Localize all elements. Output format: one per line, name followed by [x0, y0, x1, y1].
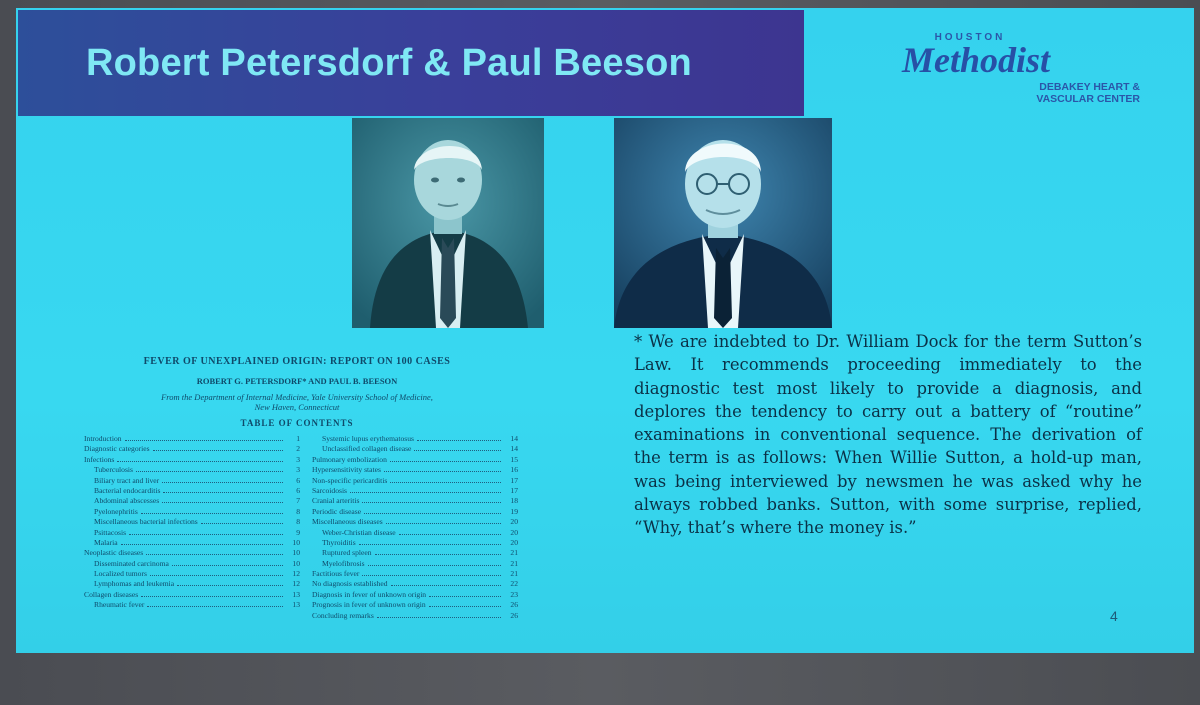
toc-entry: [84, 476, 300, 486]
toc-entry-leader: [399, 528, 501, 535]
toc-entry-page: 3: [296, 465, 300, 475]
toc-entry-page: 17: [510, 485, 518, 495]
toc-entry-leader: [390, 476, 501, 483]
toc-entry-page: 26: [510, 610, 518, 620]
toc-entry-label: Infections: [84, 454, 115, 464]
toc-entry-leader: [147, 600, 283, 607]
toc-entry-label: Myelofibrosis: [322, 558, 365, 568]
toc-entry-leader: [429, 600, 501, 607]
logo-subtitle: [1010, 81, 1140, 105]
toc-entry: [84, 569, 300, 579]
toc-entry-page: 9: [296, 527, 300, 537]
toc-entry-leader: [117, 455, 283, 462]
logo-subtitle-line1: DEBAKEY HEART &: [1039, 81, 1140, 93]
toc-entry-label: Abdominal abscesses: [94, 496, 160, 506]
title-bar: [18, 10, 804, 116]
toc-entry-label: Biliary tract and liver: [94, 475, 160, 485]
toc-entry-label: Bacterial endocarditis: [94, 485, 161, 495]
toc-entry-label: No diagnosis established: [312, 579, 388, 589]
toc-entry-label: Unclassified collagen disease: [322, 444, 412, 454]
toc-entry-page: 12: [292, 579, 300, 589]
toc-entry-leader: [359, 538, 501, 545]
toc-entry-label: Localized tumors: [94, 569, 147, 579]
toc-entry-label: Collagen diseases: [84, 589, 139, 599]
toc-entry-label: Hypersensitivity states: [312, 465, 381, 475]
toc-entry-label: Tuberculosis: [94, 465, 133, 475]
toc-entry: [312, 496, 518, 506]
portrait-beeson-image: [614, 118, 832, 328]
toc-heading: TABLE OF CONTENTS: [240, 418, 354, 428]
toc-entry: [84, 507, 300, 517]
toc-entry-label: Pulmonary embolization: [312, 454, 387, 464]
toc-entry-leader: [386, 517, 501, 524]
toc-entry-page: 10: [292, 548, 300, 558]
slide: [16, 8, 1194, 653]
toc-entry-label: Introduction: [84, 434, 122, 443]
toc-entry-leader: [162, 496, 283, 503]
toc-entry-leader: [163, 486, 283, 493]
toc-entry-leader: [150, 569, 283, 576]
toc-entry-page: 3: [296, 454, 300, 464]
toc-entry-label: Malaria: [94, 537, 118, 547]
toc-entry: [84, 517, 300, 527]
paper-affiliation: [74, 392, 520, 412]
toc-entry-leader: [414, 444, 501, 451]
toc-entry-leader: [429, 590, 501, 597]
toc-entry: [312, 569, 518, 579]
toc-entry: [84, 455, 300, 465]
toc-entry-label: Miscellaneous diseases: [312, 517, 383, 527]
toc-entry: [84, 528, 300, 538]
page-number: 4: [1110, 608, 1118, 624]
toc-entry-leader: [417, 434, 501, 441]
toc-entry-page: 2: [296, 444, 300, 454]
toc-entry: [84, 434, 300, 444]
toc-entry-label: Pyelonephritis: [94, 506, 138, 516]
toc-entry-page: 12: [292, 569, 300, 579]
toc-entry: [84, 486, 300, 496]
toc-entry-label: Ruptured spleen: [322, 548, 372, 558]
toc-entry: [312, 528, 518, 538]
toc-entry-label: Systemic lupus erythematosus: [322, 434, 414, 443]
toc-entry: [312, 611, 518, 621]
toc-entry-label: Concluding remarks: [312, 610, 374, 620]
toc-left-column: [84, 434, 300, 611]
toc-entry-leader: [362, 569, 501, 576]
toc-entry-leader: [384, 465, 501, 472]
toc-entry: [84, 579, 300, 589]
toc-entry-leader: [141, 507, 283, 514]
toc-entry-leader: [177, 579, 283, 586]
toc-entry-page: 26: [510, 600, 518, 610]
toc-entry: [84, 548, 300, 558]
slide-title: Robert Petersdorf & Paul Beeson: [86, 42, 692, 84]
toc-entry-page: 13: [292, 589, 300, 599]
logo-methodist-text: Methodist: [902, 40, 1051, 80]
toc-entry-label: Weber-Christian disease: [322, 527, 396, 537]
paper-affiliation-line2: New Haven, Connecticut: [254, 402, 340, 412]
portrait-beeson: [614, 118, 832, 328]
toc-entry: [312, 600, 518, 610]
toc-entry-leader: [364, 507, 501, 514]
toc-entry: [312, 559, 518, 569]
toc-entry: [84, 590, 300, 600]
toc-entry-label: Miscellaneous bacterial infections: [94, 517, 198, 527]
toc-entry: [312, 444, 518, 454]
toc-entry-page: 14: [510, 434, 518, 443]
toc-entry: [312, 434, 518, 444]
toc-entry-page: 20: [510, 517, 518, 527]
toc-entry-page: 23: [510, 589, 518, 599]
toc-entry-page: 6: [296, 485, 300, 495]
toc-entry-label: Disseminated carcinoma: [94, 558, 169, 568]
toc-entry-page: 8: [296, 517, 300, 527]
houston-methodist-logo: [900, 32, 1140, 112]
toc-entry: [312, 538, 518, 548]
toc-entry-label: Diagnosis in fever of unknown origin: [312, 589, 427, 599]
toc-entry-leader: [125, 434, 283, 441]
toc-entry-label: Prognosis in fever of unknown origin: [312, 600, 426, 610]
toc-entry-label: Psittacosis: [94, 527, 127, 537]
toc-entry-page: 15: [510, 454, 518, 464]
suttons-law-footnote: * We are indebted to Dr. William Dock for the term Sutton’s Law. It recommends proceeding immediately to the diagnostic test most likely to provide a diagnosis, and deplores the tendency to carry out a battery of “routine” examinations in conventional sequence. The derivation of the term is as follows: When Willie Sutton, a hold-up man, was being interviewed by newsmen he was asked why he always robbed banks. Sutton, with some surprise, replied, “Why, that’s where the money is.”: [634, 332, 1142, 538]
toc-entry-leader: [391, 579, 501, 586]
toc-entry-leader: [201, 517, 283, 524]
toc-entry-page: 8: [296, 506, 300, 516]
toc-entry-page: 10: [292, 537, 300, 547]
toc-entry: [84, 496, 300, 506]
toc-entry-leader: [162, 476, 283, 483]
toc-entry-leader: [146, 548, 283, 555]
toc-entry-page: 19: [510, 506, 518, 516]
toc-entry-label: Sarcoidosis: [312, 485, 348, 495]
toc-entry: [84, 600, 300, 610]
toc-entry-leader: [153, 444, 283, 451]
toc-entry-leader: [129, 528, 283, 535]
toc-entry-page: 21: [510, 558, 518, 568]
toc-entry-label: Neoplastic diseases: [84, 548, 144, 558]
toc-entry-leader: [136, 465, 283, 472]
toc-entry-leader: [375, 548, 501, 555]
toc-entry-label: Diagnostic categories: [84, 444, 150, 454]
portrait-petersdorf: [352, 118, 544, 328]
toc-entry-page: 1: [296, 434, 300, 443]
toc-entry-page: 14: [510, 444, 518, 454]
toc-entry-page: 21: [510, 569, 518, 579]
toc-entry: [312, 486, 518, 496]
toc-right-column: [312, 434, 518, 621]
toc-entry: [84, 559, 300, 569]
toc-entry-label: Non-specific pericarditis: [312, 475, 388, 485]
toc-entry-page: 21: [510, 548, 518, 558]
toc-entry-leader: [368, 559, 501, 566]
toc-entry: [312, 517, 518, 527]
toc-entry-leader: [141, 590, 283, 597]
paper-excerpt: [74, 348, 520, 638]
toc-entry: [312, 507, 518, 517]
toc-entry-label: Lymphomas and leukemia: [94, 579, 175, 589]
toc-entry: [312, 590, 518, 600]
toc-entry-page: 20: [510, 527, 518, 537]
toc-entry: [84, 444, 300, 454]
toc-entry-label: Cranial arteritis: [312, 496, 360, 506]
toc-entry-label: Thyroiditis: [322, 537, 356, 547]
toc-entry: [312, 579, 518, 589]
toc-entry-page: 10: [292, 558, 300, 568]
toc-entry-leader: [377, 611, 501, 618]
toc-entry: [312, 465, 518, 475]
toc-entry-page: 17: [510, 475, 518, 485]
toc-entry: [312, 548, 518, 558]
toc-entry-page: 7: [296, 496, 300, 506]
toc-entry-leader: [390, 455, 501, 462]
portrait-petersdorf-image: [352, 118, 544, 328]
paper-authors: ROBERT G. PETERSDORF* AND PAUL B. BEESON: [196, 376, 398, 386]
toc-entry: [84, 538, 300, 548]
logo-houston-text: HOUSTON: [934, 32, 1006, 43]
toc-entry-page: 20: [510, 537, 518, 547]
toc-entry-page: 16: [510, 465, 518, 475]
toc-entry-leader: [172, 559, 283, 566]
toc-entry-label: Factitious fever: [312, 569, 360, 579]
toc-entry-page: 22: [510, 579, 518, 589]
toc-entry: [84, 465, 300, 475]
toc-entry-leader: [350, 486, 501, 493]
toc-entry-leader: [121, 538, 283, 545]
toc-entry: [312, 455, 518, 465]
toc-entry-page: 18: [510, 496, 518, 506]
paper-affiliation-line1: From the Department of Internal Medicine, Yale University School of Medicine,: [161, 392, 433, 402]
paper-title: FEVER OF UNEXPLAINED ORIGIN: REPORT ON 100 CASES: [143, 356, 451, 367]
toc-entry-label: Rheumatic fever: [94, 600, 145, 610]
toc-entry-page: 13: [292, 600, 300, 610]
toc-entry: [312, 476, 518, 486]
toc-entry-page: 6: [296, 475, 300, 485]
logo-subtitle-line2: VASCULAR CENTER: [1036, 93, 1140, 105]
toc-entry-label: Periodic disease: [312, 506, 362, 516]
toc-entry-leader: [362, 496, 501, 503]
